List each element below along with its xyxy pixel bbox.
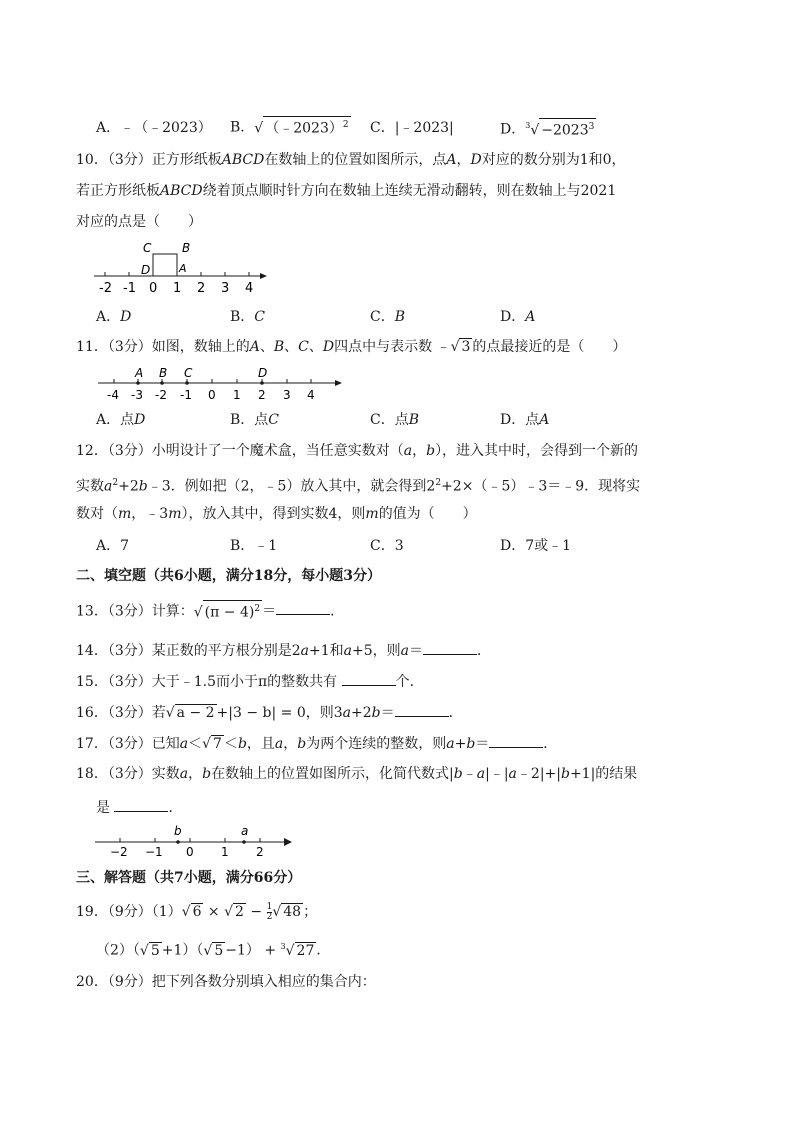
q12-text: +2 — [118, 478, 139, 495]
q10-tick-label: 0 — [149, 281, 158, 296]
q18-point-b — [176, 840, 180, 844]
q9-option-d — [500, 116, 596, 141]
q17-answer-blank[interactable] — [489, 733, 543, 748]
q11-ticks — [114, 379, 311, 383]
q13-line — [76, 600, 344, 623]
q18-text: |﹣| — [485, 766, 509, 782]
q10-opt-label: C． — [370, 309, 395, 325]
q18-ticks — [120, 838, 260, 842]
q11-text: 、 — [259, 339, 274, 355]
q17-var: b — [237, 736, 247, 752]
q9-d-radicand: −2023 — [541, 122, 589, 139]
q10-var: ABCD — [221, 152, 265, 168]
q18-tick-label: 1 — [221, 845, 229, 858]
q11-tick-label: -3 — [131, 388, 143, 402]
q13-text: 13．（3分）计算： — [76, 603, 194, 620]
q10-text: 绕着顶点顺时针方向在数轴上连续无滑动翻转，则在数轴上与2021 — [202, 183, 617, 199]
q11-var: A — [249, 339, 260, 355]
q12-text: 的值为（ ） — [378, 506, 477, 522]
q9-option-b-radical: √ （﹣2023）$^2$ — [254, 116, 350, 139]
q13-exp: 2 — [254, 604, 261, 614]
q19-radicand: 5 — [214, 942, 224, 959]
q17-var: b — [466, 736, 476, 752]
q18-answer-blank[interactable] — [114, 797, 168, 812]
q11-label-c: C — [184, 366, 193, 380]
q17-text: ． — [543, 736, 558, 752]
q12-text: 数对（ — [76, 506, 118, 522]
q16-text: +2 — [351, 705, 372, 721]
q10-tick-label: 4 — [245, 281, 254, 296]
q12-option-c: C．3 — [370, 538, 404, 554]
q19-text: 19．（9分）（1） — [76, 904, 182, 920]
q19-text: −1） + — [225, 942, 281, 959]
q18-var: a — [476, 766, 486, 782]
q10-number-line-figure — [90, 238, 270, 298]
q19-radical: √ 5 — [203, 942, 224, 959]
q18-point-a — [242, 840, 246, 844]
q11-point-a — [136, 381, 140, 385]
q16-answer-blank[interactable] — [395, 702, 449, 717]
q10-text: ， — [456, 152, 471, 168]
q11-option-a — [96, 410, 145, 430]
q14-line — [76, 640, 491, 661]
q19-radicand: 5 — [150, 942, 160, 959]
q15-line — [76, 671, 424, 692]
q9-option-a: A．﹣（﹣2023） — [96, 120, 212, 136]
q11-label-a: A — [135, 366, 144, 380]
q11-label-b: B — [159, 366, 168, 380]
q10-text: 若正方形纸板 — [76, 183, 160, 199]
q19-radicand: 27 — [296, 942, 315, 959]
q13-radicand: (π − 4) — [204, 604, 255, 621]
q17-radicand: 7 — [213, 736, 222, 752]
q15-answer-blank[interactable] — [342, 671, 396, 686]
q19-text: − — [245, 904, 267, 920]
q18-number-line-figure — [92, 822, 302, 858]
q9-b-radicand: （﹣2023） — [265, 120, 343, 137]
q18-var: a — [179, 766, 189, 782]
q18-tick-label: 0 — [186, 845, 194, 858]
q10-opt-value: C — [254, 309, 266, 325]
q19-part2 — [96, 937, 330, 961]
q18-var: b — [202, 766, 212, 782]
q12-var: m — [365, 506, 379, 522]
q18-text: 是 — [96, 800, 115, 816]
q9-option-d-radical: √ $-2023^3$ — [530, 118, 596, 141]
q10-opt-value: D — [120, 309, 132, 325]
q12-var: b — [138, 478, 148, 495]
q11-opt-label: A．点 — [96, 412, 135, 428]
q11-axis-arrow — [335, 380, 342, 386]
q10-var: A — [446, 152, 457, 168]
q11-radicand: 3 — [461, 339, 471, 355]
q11-option-d — [500, 410, 549, 430]
q12-var: a — [403, 443, 413, 459]
q19-denominator: 2 — [266, 911, 273, 922]
q14-text: +5，则 — [352, 643, 401, 659]
q11-tick-label: -2 — [155, 388, 167, 402]
q20-stem: 20．（9分）把下列各数分别填入相应的集合内： — [76, 974, 376, 990]
q10-opt-label: D． — [500, 309, 526, 325]
q19-text: ； — [303, 904, 318, 920]
q17-var: b — [297, 736, 307, 752]
q10-tick-label: 1 — [173, 281, 182, 296]
q16-text: 16．（3分）若 — [76, 705, 166, 721]
q12-var: m — [168, 506, 182, 522]
q11-tick-label: 2 — [258, 388, 266, 402]
q18-var: b — [453, 766, 463, 782]
q18-line2 — [96, 797, 182, 818]
q14-var: a — [400, 643, 409, 659]
q11-text: 、 — [284, 339, 299, 355]
q19-root-index: 3 — [280, 942, 286, 951]
q19-radical: √ 27 — [285, 942, 315, 959]
q10-opt-value: B — [394, 309, 406, 325]
q13-text: ． — [330, 603, 345, 620]
q17-radical: √ 7 — [202, 736, 222, 752]
q17-var: a — [179, 736, 189, 752]
q11-tick-label: 3 — [283, 388, 291, 402]
q18-tick-label: −2 — [110, 845, 128, 858]
q18-label-b: b — [174, 824, 182, 838]
q11-opt-label: D．点 — [500, 412, 540, 428]
q17-text: ，且 — [246, 736, 275, 752]
q10-opt-label: B． — [230, 309, 255, 325]
q18-line1 — [76, 764, 637, 784]
q12-var: b — [426, 443, 436, 459]
q19-part1 — [76, 902, 317, 922]
q14-text: 14．（3分）某正数的平方根分别是2 — [76, 643, 301, 659]
q19-radical: √ 48 — [272, 904, 302, 920]
q11-var: C — [298, 339, 309, 355]
q18-label-a: a — [241, 824, 249, 838]
q16-text: ＝ — [380, 705, 395, 721]
q10-square — [153, 254, 177, 276]
q15-text: 15．（3分）大于﹣1.5而小于π的整数共有 — [76, 674, 342, 690]
q19-radical: √ 5 — [139, 942, 160, 959]
q16-var: a — [342, 705, 352, 721]
q15-text: 个． — [395, 674, 424, 690]
q9-d-index: 3 — [525, 121, 531, 130]
q12-line3 — [76, 504, 477, 524]
q11-tick-label: 4 — [307, 388, 315, 402]
q10-text: 在数轴上的位置如图所示，点 — [264, 152, 447, 168]
q18-text: 在数轴上的位置如图所示，化简代数式| — [211, 766, 454, 782]
q16-text: ． — [448, 705, 463, 721]
q10-text: 10．（3分）正方形纸板 — [76, 152, 222, 168]
q11-point-c — [185, 381, 189, 385]
q16-radicand: a − 2 — [176, 705, 215, 721]
q12-line2 — [76, 473, 640, 497]
q17-text: ， — [283, 736, 298, 752]
q18-var: a — [508, 766, 517, 782]
q11-text: 、 — [308, 339, 323, 355]
q12-text: ），放入其中，得到实数4，则 — [181, 506, 366, 522]
q10-var: ABCD — [160, 183, 203, 199]
q10-tick-label: 2 — [197, 281, 206, 296]
q11-opt-value: D — [134, 412, 146, 428]
q12-sup: 2 — [435, 478, 442, 488]
q10-line3: 对应的点是（ ） — [76, 214, 202, 230]
q13-answer-blank[interactable] — [276, 600, 330, 615]
q19-text: （2）（ — [96, 942, 140, 959]
q10-text: 对应的数分别为1和0， — [481, 152, 626, 168]
q10-opt-label: A． — [96, 309, 121, 325]
q10-label-a: A — [179, 262, 187, 275]
q10-tick-label: -2 — [99, 281, 112, 296]
q11-var: B — [273, 339, 285, 355]
q11-tick-label: -1 — [180, 388, 192, 402]
q10-line1 — [76, 150, 626, 170]
q10-option-d — [500, 307, 535, 327]
q9-option-b — [230, 116, 351, 139]
q17-var: a — [274, 736, 284, 752]
q12-var: a — [104, 478, 113, 495]
q10-option-c — [370, 307, 405, 327]
q11-text: 四点中与表示数 ﹣ — [334, 339, 451, 355]
q17-var: a — [446, 736, 455, 752]
q9-b-exp: 2 — [342, 120, 349, 130]
q12-text: 实数 — [76, 478, 104, 495]
q11-text: 11．（3分）如图，数轴上的 — [76, 339, 250, 355]
q10-label-b: B — [182, 241, 191, 255]
q11-number-line-figure — [95, 365, 350, 405]
q16-line — [76, 702, 463, 723]
q12-option-a: A．7 — [96, 538, 130, 554]
q17-text: 17．（3分）已知 — [76, 736, 180, 752]
q14-answer-blank[interactable] — [423, 640, 477, 655]
q19-text: +1）（ — [161, 942, 204, 959]
q12-text: ），进入其中时，会得到一个新的 — [435, 443, 639, 459]
q19-radicand: 48 — [283, 904, 302, 920]
q12-text: +2×（﹣5）﹣3＝﹣9．现将实 — [441, 478, 641, 495]
q10-var: D — [470, 152, 482, 168]
q17-text: + — [454, 736, 467, 752]
q12-var: m — [118, 506, 132, 522]
q11-point-d — [260, 381, 264, 385]
q12-option-b: B．﹣1 — [230, 538, 278, 554]
q17-text: ＜ — [223, 736, 238, 752]
q11-option-c — [370, 410, 419, 430]
q11-option-b — [230, 410, 279, 430]
q10-label-c: C — [143, 241, 152, 255]
q14-text: ＝ — [409, 643, 423, 659]
q17-text: 为两个连续的整数，则 — [306, 736, 447, 752]
q18-text: 18．（3分）实数 — [76, 766, 180, 782]
q11-var: D — [322, 339, 335, 355]
q17-text: ＝ — [475, 736, 490, 752]
q10-option-b — [230, 307, 265, 327]
q10-axis-arrow — [260, 273, 267, 279]
q11-text: 的点最接近的是（ ） — [472, 339, 627, 355]
q10-tick-label: 3 — [221, 281, 230, 296]
q18-text: +1|的结果 — [569, 766, 638, 782]
q19-text: × — [203, 904, 225, 920]
q17-line — [76, 733, 557, 754]
q19-radicand: 2 — [235, 904, 244, 920]
q18-tick-label: −1 — [145, 845, 163, 858]
q10-label-d: D — [141, 263, 151, 277]
q11-opt-value: B — [408, 412, 420, 428]
q11-radical: √ 3 — [450, 339, 471, 355]
q18-axis-arrow — [284, 838, 292, 846]
q19-numerator: 1 — [266, 901, 273, 912]
q19-text: ． — [316, 942, 331, 959]
q17-text: ＜ — [188, 736, 203, 752]
q12-text: ，﹣3 — [131, 506, 169, 522]
q9-option-b-label: B． — [230, 119, 255, 136]
q11-opt-label: C．点 — [370, 412, 409, 428]
q12-text: ﹣3．例如把（2，﹣5）放入其中，就会得到2 — [147, 478, 436, 495]
q10-option-a — [96, 307, 131, 327]
q12-text: 12．（3分）小明设计了一个魔术盒，当任意实数对（ — [76, 443, 404, 459]
q9-option-d-label: D． — [500, 121, 526, 138]
q9-d-exp: 3 — [588, 122, 595, 133]
q18-text: ， — [188, 766, 203, 782]
q10-opt-value: A — [525, 309, 536, 325]
q10-line2 — [76, 181, 616, 201]
q16-radical: √ a − 2 — [165, 705, 215, 721]
q11-point-b — [160, 381, 164, 385]
q12-sup: 2 — [112, 478, 119, 488]
q14-var: a — [343, 643, 352, 659]
section-fill-in-heading: 二、填空题（共6小题，满分18分，每小题3分） — [76, 568, 381, 584]
q14-text: +1和 — [309, 643, 344, 659]
q16-text: +|3 − b| = 0，则3 — [216, 705, 343, 721]
q9-option-c: C．|﹣2023| — [370, 120, 454, 136]
q11-stem — [76, 337, 626, 357]
q19-radical: √ 2 — [224, 904, 244, 920]
q11-label-d: D — [258, 366, 268, 380]
section-solution-heading: 三、解答题（共7小题，满分66分） — [76, 870, 302, 886]
q13-text: ＝ — [262, 603, 277, 620]
q14-var: a — [300, 643, 309, 659]
q18-tick-label: 2 — [256, 845, 264, 858]
q14-text: ． — [477, 643, 491, 659]
q12-line1 — [76, 441, 638, 461]
q13-radical: √ $(\pi - 4)^2$ — [194, 600, 262, 623]
q18-text: ﹣ — [462, 766, 477, 782]
q11-tick-label: 0 — [208, 388, 216, 402]
q11-tick-label: -4 — [107, 388, 119, 402]
q18-text: ． — [168, 800, 183, 816]
q19-radical: √ 6 — [181, 904, 202, 920]
q11-opt-value: A — [539, 412, 550, 428]
q12-text: ， — [412, 443, 427, 459]
q11-opt-value: C — [268, 412, 280, 428]
q19-radicand: 6 — [192, 904, 202, 920]
q11-tick-label: 1 — [233, 388, 241, 402]
q12-option-d: D．7或﹣1 — [500, 538, 572, 554]
q18-text: ﹣2|+| — [516, 766, 561, 782]
q11-opt-label: B．点 — [230, 412, 269, 428]
q18-var: b — [560, 766, 570, 782]
q10-tick-label: -1 — [123, 281, 136, 296]
q16-var: b — [371, 705, 381, 721]
